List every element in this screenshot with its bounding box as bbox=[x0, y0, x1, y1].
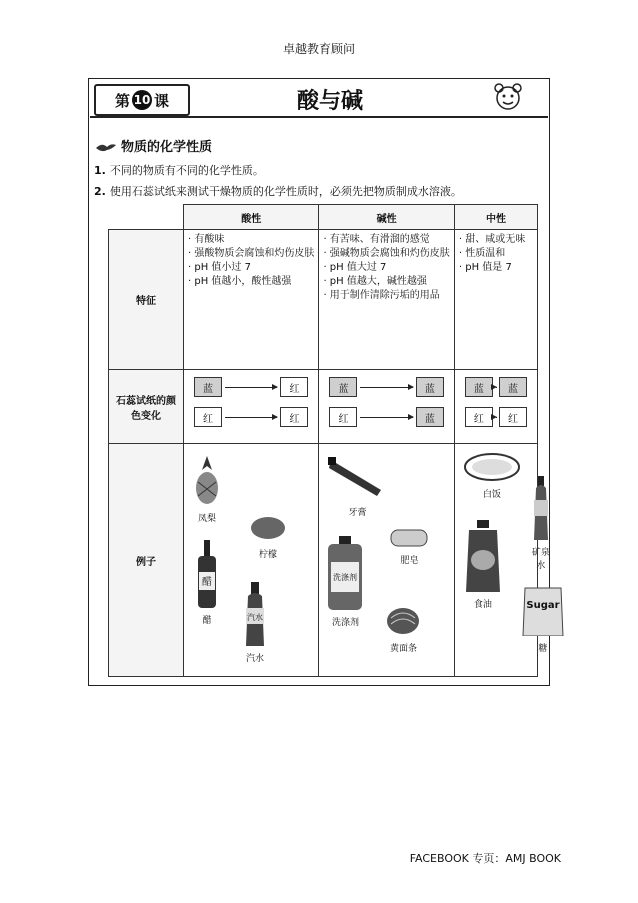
lesson-suffix: 课 bbox=[154, 91, 170, 110]
feature-item: · 强碱物质会腐蚀和灼伤皮肤 bbox=[323, 248, 450, 259]
row-features: 特征 bbox=[109, 230, 184, 370]
litmus-from: 蓝 bbox=[194, 377, 222, 397]
example-pineapple bbox=[192, 454, 222, 524]
example-label: 醋 bbox=[202, 616, 212, 626]
acid-base-table bbox=[108, 204, 560, 677]
col-neutral: 中性 bbox=[454, 205, 537, 230]
features-base bbox=[319, 230, 454, 370]
example-label: 矿泉水 bbox=[531, 548, 550, 571]
soda-bottle-icon bbox=[242, 582, 268, 646]
lemon-icon bbox=[248, 514, 288, 542]
example-label: 洗涤剂 bbox=[331, 618, 359, 628]
detergent-icon bbox=[325, 536, 365, 610]
soda-label: 汽水 bbox=[247, 613, 263, 622]
feature-item: · 性质温和 bbox=[458, 248, 506, 259]
litmus-row bbox=[194, 407, 308, 427]
page-header: 卓越教育顾问 bbox=[282, 42, 355, 56]
litmus-from: 红 bbox=[465, 407, 493, 427]
feature-item: · 强酸物质会腐蚀和灼伤皮肤 bbox=[188, 248, 315, 259]
row-examples: 例子 bbox=[109, 444, 184, 677]
lesson-title: 酸与碱 bbox=[296, 89, 363, 114]
noodles-icon bbox=[385, 606, 421, 636]
feature-item: · 有酸味 bbox=[188, 234, 225, 245]
litmus-to: 红 bbox=[280, 407, 308, 427]
litmus-from: 蓝 bbox=[465, 377, 493, 397]
litmus-from: 红 bbox=[194, 407, 222, 427]
litmus-row bbox=[194, 377, 308, 397]
examples-base bbox=[319, 444, 454, 677]
example-mineral-water bbox=[531, 476, 551, 571]
example-toothpaste bbox=[327, 454, 387, 518]
arrow-icon bbox=[225, 417, 277, 418]
oil-bottle-icon bbox=[463, 520, 503, 592]
features-acid bbox=[184, 230, 319, 370]
feature-item: · 有苦味、有滑溜的感觉 bbox=[323, 234, 430, 245]
feature-item: · pH 值是 7 bbox=[458, 262, 512, 273]
mascot-icon bbox=[488, 82, 528, 114]
example-sugar bbox=[521, 584, 565, 654]
litmus-neutral bbox=[454, 370, 537, 444]
col-acid: 酸性 bbox=[184, 205, 319, 230]
bird-icon bbox=[95, 142, 117, 154]
example-soap bbox=[389, 526, 429, 566]
sugar-bag-icon bbox=[521, 584, 565, 636]
feature-item: · pH 值大过 7 bbox=[323, 262, 387, 273]
litmus-row bbox=[329, 407, 443, 427]
examples-neutral bbox=[454, 444, 560, 677]
point-2 bbox=[94, 183, 462, 199]
point-1 bbox=[94, 162, 264, 178]
detergent-label: 洗涤剂 bbox=[333, 573, 358, 582]
example-label: 柠檬 bbox=[258, 550, 277, 560]
point-1-text: 不同的物质有不同的化学性质。 bbox=[109, 164, 264, 177]
example-lemon bbox=[248, 514, 288, 560]
lesson-prefix: 第 bbox=[114, 91, 130, 110]
litmus-from: 红 bbox=[329, 407, 357, 427]
litmus-row bbox=[329, 377, 443, 397]
rice-bowl-icon bbox=[463, 452, 521, 482]
feature-item: · pH 值小过 7 bbox=[188, 262, 251, 273]
example-yellow-noodles bbox=[385, 606, 421, 654]
pineapple-icon bbox=[192, 454, 222, 506]
litmus-to: 蓝 bbox=[499, 377, 527, 397]
arrow-icon bbox=[360, 417, 412, 418]
example-label: 黄面条 bbox=[389, 644, 417, 654]
examples-acid bbox=[184, 444, 319, 677]
example-label: 糖 bbox=[538, 644, 548, 654]
vinegar-bottle-icon bbox=[196, 540, 218, 608]
toothpaste-icon bbox=[327, 454, 387, 500]
example-label: 白饭 bbox=[482, 490, 501, 500]
example-detergent bbox=[325, 536, 365, 628]
example-rice bbox=[463, 452, 521, 500]
example-label: 食油 bbox=[473, 600, 492, 610]
corner-cell bbox=[109, 205, 184, 230]
arrow-icon bbox=[360, 387, 412, 388]
point-2-number: 2. bbox=[94, 185, 106, 198]
features-neutral bbox=[454, 230, 537, 370]
example-soda bbox=[242, 582, 268, 664]
feature-item: · pH 值越大，碱性越强 bbox=[323, 276, 427, 287]
example-label: 肥皂 bbox=[400, 556, 419, 566]
example-vinegar bbox=[196, 540, 218, 626]
litmus-to: 蓝 bbox=[416, 377, 444, 397]
arrow-icon bbox=[225, 387, 277, 388]
col-base: 碱性 bbox=[319, 205, 454, 230]
lesson-number: 10 bbox=[132, 90, 152, 110]
feature-item: · 用于制作清除污垢的用品 bbox=[323, 290, 440, 301]
row-litmus: 石蕊试纸的颜色变化 bbox=[109, 370, 184, 444]
section-title bbox=[95, 136, 212, 155]
page-footer: FACEBOOK 专页：AMJ BOOK bbox=[409, 852, 561, 865]
point-2-text: 使用石蕊试纸来测试干燥物质的化学性质时，必须先把物质制成水溶液。 bbox=[109, 185, 462, 198]
section-title-text: 物质的化学性质 bbox=[121, 140, 213, 155]
litmus-to: 红 bbox=[280, 377, 308, 397]
vinegar-label: 醋 bbox=[202, 577, 212, 588]
soap-icon bbox=[389, 526, 429, 548]
sugar-label: Sugar bbox=[526, 600, 560, 611]
point-1-number: 1. bbox=[94, 164, 106, 177]
water-bottle-icon bbox=[531, 476, 551, 540]
litmus-row bbox=[465, 377, 527, 397]
feature-item: · 甜、咸或无味 bbox=[458, 234, 526, 245]
litmus-acid bbox=[184, 370, 319, 444]
example-label: 汽水 bbox=[245, 654, 264, 664]
litmus-to: 蓝 bbox=[416, 407, 444, 427]
example-label: 凤梨 bbox=[197, 514, 216, 524]
example-cooking-oil bbox=[463, 520, 503, 610]
feature-item: · pH 值越小，酸性越强 bbox=[188, 276, 292, 287]
lesson-badge bbox=[94, 84, 190, 116]
example-label: 牙膏 bbox=[348, 508, 367, 518]
litmus-to: 红 bbox=[499, 407, 527, 427]
litmus-base bbox=[319, 370, 454, 444]
litmus-row bbox=[465, 407, 527, 427]
litmus-from: 蓝 bbox=[329, 377, 357, 397]
